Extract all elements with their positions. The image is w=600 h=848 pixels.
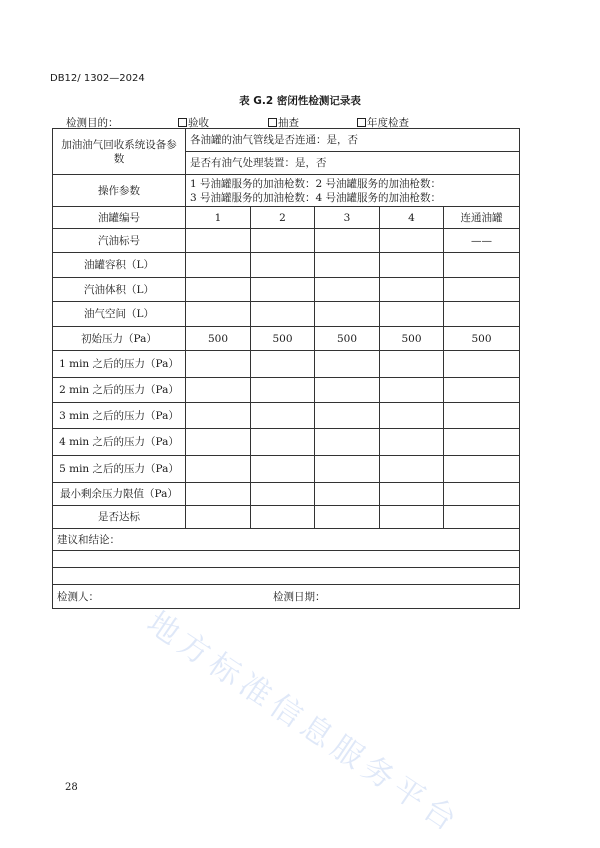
purpose-option-acceptance[interactable]: 验收 xyxy=(178,115,209,130)
table-cell xyxy=(315,229,380,253)
table-cell xyxy=(186,506,251,529)
tank-number-4: 4 xyxy=(380,207,444,229)
suggestions-line xyxy=(53,568,520,585)
table-cell xyxy=(186,351,251,378)
suggestions-line xyxy=(53,551,520,568)
table-cell xyxy=(444,378,520,403)
suggestions-label: 建议和结论： xyxy=(53,529,520,551)
tank-number-2: 2 xyxy=(251,207,315,229)
table-cell xyxy=(315,456,380,483)
initial-pressure-value: 500 xyxy=(251,327,315,351)
nozzle-count-cell: 1 号油罐服务的加油枪数：2 号油罐服务的加油枪数： 3 号油罐服务的加油枪数：4 号油罐服务的加油枪数： xyxy=(186,175,520,207)
table-cell xyxy=(251,278,315,302)
gasoline-grade-label: 汽油标号 xyxy=(53,229,186,253)
table-cell xyxy=(315,351,380,378)
system-params-label: 加油油气回收系统设备参数 xyxy=(53,129,186,175)
table-title: 表 G.2 密闭性检测记录表 xyxy=(239,95,361,107)
watermark: 地方标准信息服务平台 xyxy=(140,604,468,842)
pressure-3min-label: 3 min 之后的压力（Pa） xyxy=(53,403,186,429)
table-cell xyxy=(315,378,380,403)
table-cell xyxy=(380,403,444,429)
table-cell xyxy=(444,403,520,429)
table-cell xyxy=(315,253,380,278)
table-cell xyxy=(251,429,315,456)
operation-params-label: 操作参数 xyxy=(53,175,186,207)
table-cell xyxy=(380,229,444,253)
table-cell xyxy=(380,278,444,302)
vapor-space-label: 油气空间（L） xyxy=(53,302,186,327)
table-cell xyxy=(186,429,251,456)
initial-pressure-value: 500 xyxy=(380,327,444,351)
table-cell xyxy=(444,506,520,529)
tank-number-label: 油罐编号 xyxy=(53,207,186,229)
table-cell xyxy=(251,229,315,253)
vapor-treatment-cell: 是否有油气处理装置：是，否 xyxy=(186,152,520,175)
table-cell xyxy=(380,429,444,456)
table-cell xyxy=(315,403,380,429)
inspection-date-label: 检测日期： xyxy=(273,590,326,603)
table-cell xyxy=(186,253,251,278)
pressure-1min-label: 1 min 之后的压力（Pa） xyxy=(53,351,186,378)
checkbox-icon xyxy=(357,118,366,127)
table-cell xyxy=(444,278,520,302)
signature-row xyxy=(53,585,520,609)
gasoline-volume-label: 汽油体积（L） xyxy=(53,278,186,302)
tank-volume-label: 油罐容积（L） xyxy=(53,253,186,278)
purpose-label: 检测目的： xyxy=(66,117,119,129)
initial-pressure-value: 500 xyxy=(444,327,520,351)
table-cell xyxy=(186,403,251,429)
tank-number-3: 3 xyxy=(315,207,380,229)
grade-dash: —— xyxy=(444,229,520,253)
checkbox-icon xyxy=(178,118,187,127)
table-cell xyxy=(380,378,444,403)
table-cell xyxy=(251,506,315,529)
initial-pressure-value: 500 xyxy=(186,327,251,351)
table-cell xyxy=(380,483,444,506)
table-cell xyxy=(380,253,444,278)
table-cell xyxy=(315,278,380,302)
tank-number-1: 1 xyxy=(186,207,251,229)
checkbox-icon xyxy=(268,118,277,127)
table-cell xyxy=(315,302,380,327)
table-cell xyxy=(380,456,444,483)
pipeline-connected-cell: 各油罐的油气管线是否连通：是，否 xyxy=(186,129,520,152)
table-cell xyxy=(380,506,444,529)
table-cell xyxy=(444,302,520,327)
table-cell xyxy=(315,483,380,506)
initial-pressure-value: 500 xyxy=(315,327,380,351)
pressure-4min-label: 4 min 之后的压力（Pa） xyxy=(53,429,186,456)
table-cell xyxy=(251,351,315,378)
table-cell xyxy=(251,378,315,403)
inspector-label: 检测人： xyxy=(57,590,99,603)
purpose-option-annual[interactable]: 年度检查 xyxy=(357,115,409,130)
table-cell xyxy=(444,351,520,378)
purpose-option-spot-check[interactable]: 抽查 xyxy=(268,115,299,130)
table-cell xyxy=(444,456,520,483)
table-cell xyxy=(251,483,315,506)
table-cell xyxy=(251,253,315,278)
table-cell xyxy=(251,403,315,429)
table-cell xyxy=(251,302,315,327)
record-table xyxy=(52,128,520,609)
min-pressure-limit-label: 最小剩余压力限值（Pa） xyxy=(53,483,186,506)
table-cell xyxy=(315,429,380,456)
table-cell xyxy=(251,456,315,483)
table-cell xyxy=(444,253,520,278)
page-number: 28 xyxy=(65,782,78,793)
table-cell xyxy=(186,378,251,403)
pressure-2min-label: 2 min 之后的压力（Pa） xyxy=(53,378,186,403)
table-cell xyxy=(186,229,251,253)
initial-pressure-label: 初始压力（Pa） xyxy=(53,327,186,351)
table-cell xyxy=(380,351,444,378)
table-cell xyxy=(186,278,251,302)
pressure-5min-label: 5 min 之后的压力（Pa） xyxy=(53,456,186,483)
tank-number-connected: 连通油罐 xyxy=(444,207,520,229)
table-cell xyxy=(186,302,251,327)
table-cell xyxy=(380,302,444,327)
table-cell xyxy=(444,483,520,506)
table-cell xyxy=(186,483,251,506)
standard-number: DB12/ 1302—2024 xyxy=(50,73,145,84)
table-cell xyxy=(186,456,251,483)
table-cell xyxy=(315,506,380,529)
table-cell xyxy=(444,429,520,456)
compliance-label: 是否达标 xyxy=(53,506,186,529)
